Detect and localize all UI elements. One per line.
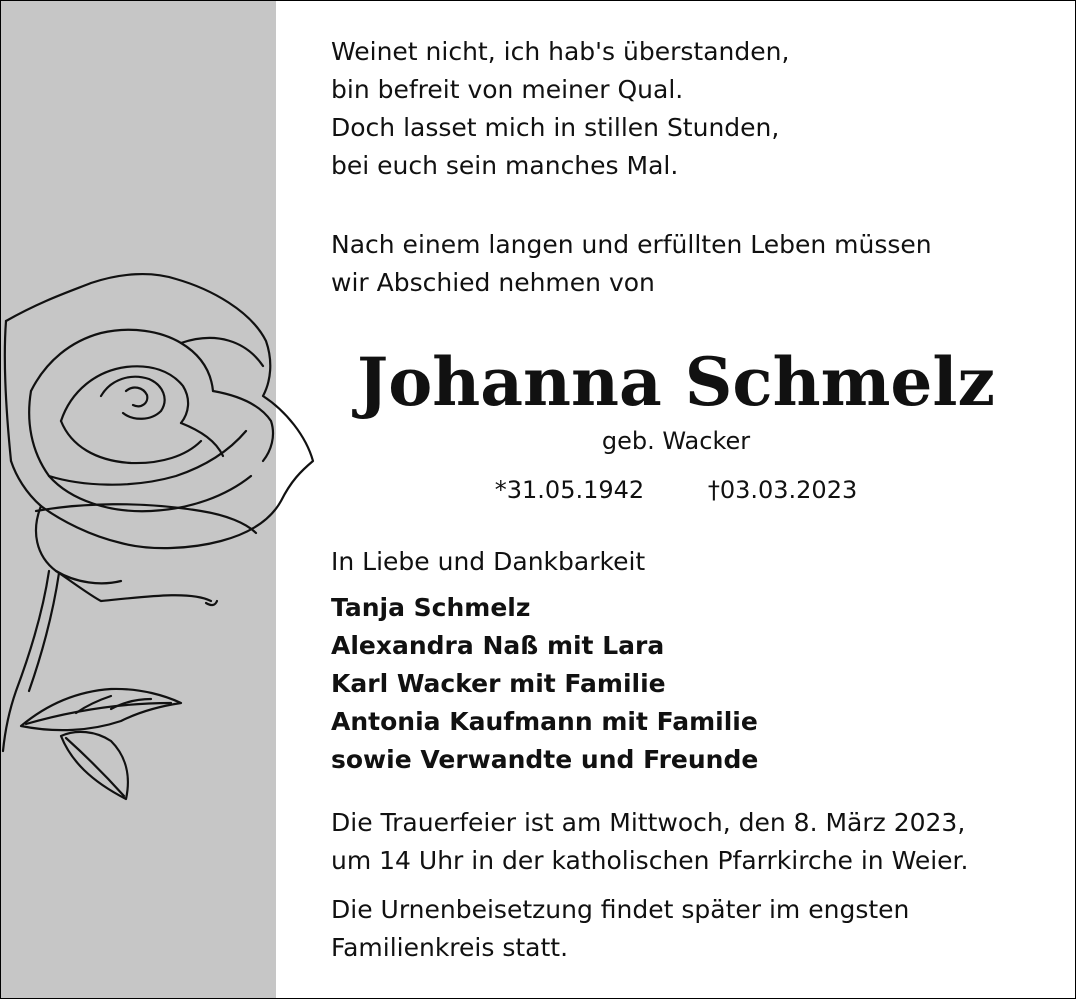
service-line: Die Trauerfeier ist am Mittwoch, den 8. März 2023, — [331, 808, 966, 837]
burial-line: Die Urnenbeisetzung findet später im engsten — [331, 895, 910, 924]
deceased-name: Johanna Schmelz — [357, 343, 995, 421]
service-line: um 14 Uhr in der katholischen Pfarrkirche in Weier. — [331, 846, 969, 875]
poem-line: bei euch sein manches Mal. — [331, 151, 679, 180]
rose-illustration-icon — [1, 271, 321, 811]
mourner-name: Tanja Schmelz — [331, 593, 531, 622]
thanks-line: In Liebe und Dankbarkeit — [331, 547, 646, 576]
mourner-name: sowie Verwandte und Freunde — [331, 745, 759, 774]
birth-date: *31.05.1942 — [494, 476, 645, 504]
intro-line: Nach einem langen und erfüllten Leben müssen — [331, 230, 932, 259]
death-date: †03.03.2023 — [707, 476, 858, 504]
service-info — [331, 804, 968, 880]
poem — [331, 33, 789, 185]
life-dates — [331, 471, 1021, 509]
poem-line: Weinet nicht, ich hab's überstanden, — [331, 37, 790, 66]
poem-line: Doch lasset mich in stillen Stunden, — [331, 113, 780, 142]
burial-line: Familienkreis statt. — [331, 933, 569, 962]
burial-info — [331, 891, 909, 967]
intro-line: wir Abschied nehmen von — [331, 268, 655, 297]
intro-text — [331, 226, 932, 302]
mourner-name: Karl Wacker mit Familie — [331, 669, 666, 698]
maiden-name: geb. Wacker — [601, 427, 751, 455]
mourner-name: Alexandra Naß mit Lara — [331, 631, 665, 660]
poem-line: bin befreit von meiner Qual. — [331, 75, 684, 104]
mourners-list — [331, 589, 758, 779]
mourner-name: Antonia Kaufmann mit Familie — [331, 707, 758, 736]
